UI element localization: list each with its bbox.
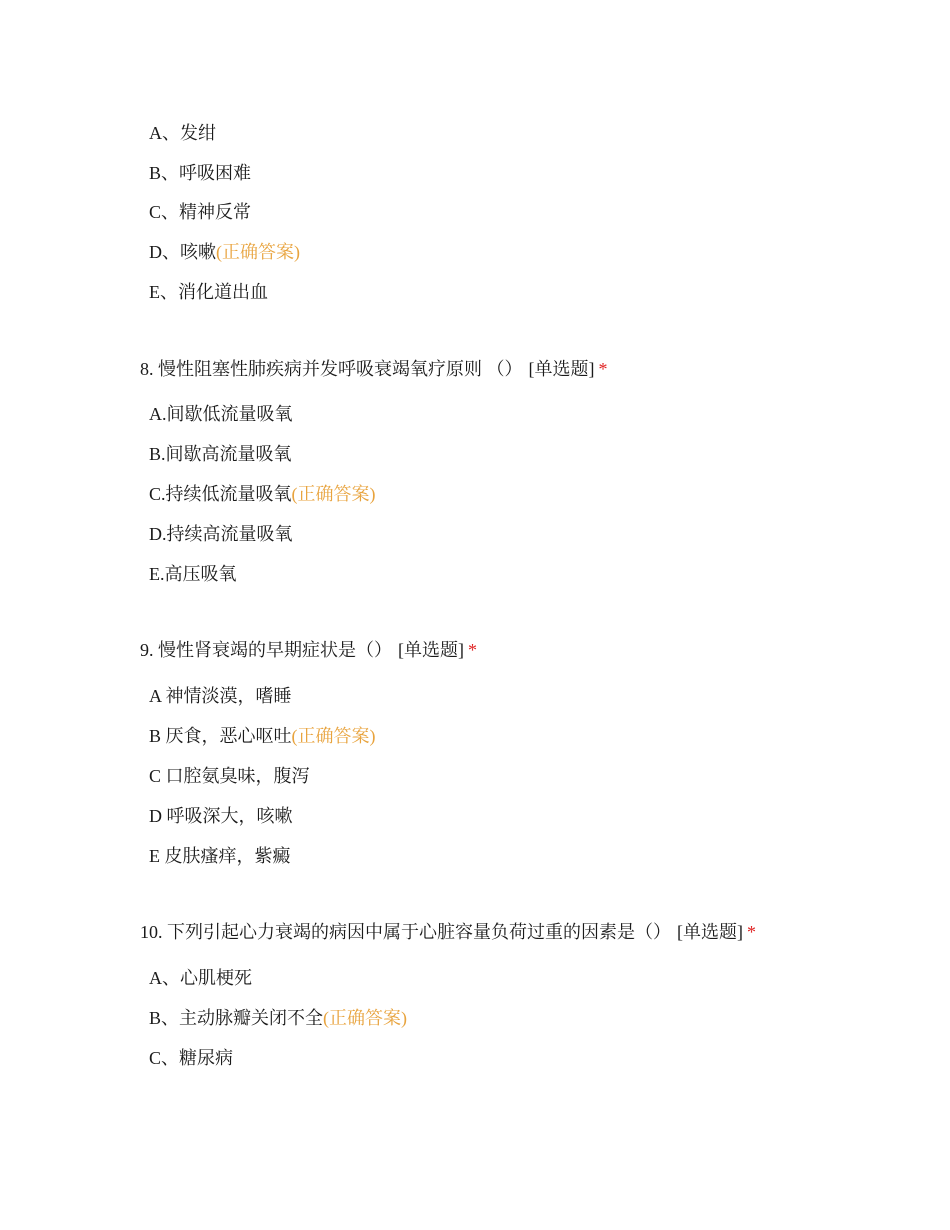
correct-answer-label: (正确答案) [291, 484, 376, 504]
required-marker: * [468, 640, 477, 660]
required-marker: * [598, 359, 608, 379]
option-text: C.持续低流量吸氧 [149, 484, 292, 504]
question-text: 9. 慢性肾衰竭的早期症状是（） [140, 640, 392, 660]
option-c[interactable] [149, 200, 251, 224]
question-9-title [140, 638, 477, 662]
question-10-title [140, 920, 756, 944]
option-text: B 厌食，恶心呕吐 [149, 726, 292, 746]
option-text: E 皮肤瘙痒，紫癜 [149, 846, 291, 866]
option-a[interactable] [149, 402, 293, 426]
option-text: A、发绀 [149, 123, 216, 143]
option-b[interactable] [149, 724, 376, 748]
option-text: E、消化道出血 [149, 282, 268, 302]
option-e[interactable] [149, 844, 291, 868]
correct-answer-label: (正确答案) [323, 1008, 408, 1028]
option-e[interactable] [149, 280, 268, 304]
option-text: E.高压吸氧 [149, 564, 237, 584]
option-text: D 呼吸深大，咳嗽 [149, 806, 293, 826]
option-text: C、精神反常 [149, 202, 252, 222]
option-b[interactable] [149, 161, 251, 185]
option-c[interactable] [149, 482, 376, 506]
option-text: C 口腔氨臭味，腹泻 [149, 766, 310, 786]
option-text: C、糖尿病 [149, 1048, 234, 1068]
option-d[interactable] [149, 522, 293, 546]
option-d[interactable] [149, 804, 293, 828]
correct-answer-label: (正确答案) [216, 242, 300, 262]
option-b[interactable] [149, 442, 292, 466]
option-a[interactable] [149, 684, 292, 708]
option-e[interactable] [149, 562, 237, 586]
question-type-tag: [单选题] [677, 922, 743, 942]
option-text: B、呼吸困难 [149, 163, 252, 183]
option-text: B、主动脉瓣关闭不全 [149, 1008, 324, 1028]
question-text: 8. 慢性阻塞性肺疾病并发呼吸衰竭氧疗原则 （） [140, 359, 523, 379]
option-text: A、心肌梗死 [149, 968, 252, 988]
option-b[interactable] [149, 1006, 407, 1030]
question-type-tag: [单选题] [528, 359, 595, 379]
question-text: 10. 下列引起心力衰竭的病因中属于心脏容量负荷过重的因素是（） [140, 922, 671, 942]
option-d[interactable] [149, 240, 300, 264]
correct-answer-label: (正确答案) [291, 726, 376, 746]
required-marker: * [747, 922, 756, 942]
question-8-title [140, 357, 608, 381]
option-c[interactable] [149, 1046, 233, 1070]
option-a[interactable] [149, 121, 216, 145]
option-text: A.间歇低流量吸氧 [149, 404, 293, 424]
option-a[interactable] [149, 966, 252, 990]
question-type-tag: [单选题] [398, 640, 464, 660]
option-text: D.持续高流量吸氧 [149, 524, 293, 544]
option-text: D、咳嗽 [149, 242, 216, 262]
option-text: B.间歇高流量吸氧 [149, 444, 292, 464]
option-c[interactable] [149, 764, 310, 788]
option-text: A 神情淡漠，嗜睡 [149, 686, 292, 706]
